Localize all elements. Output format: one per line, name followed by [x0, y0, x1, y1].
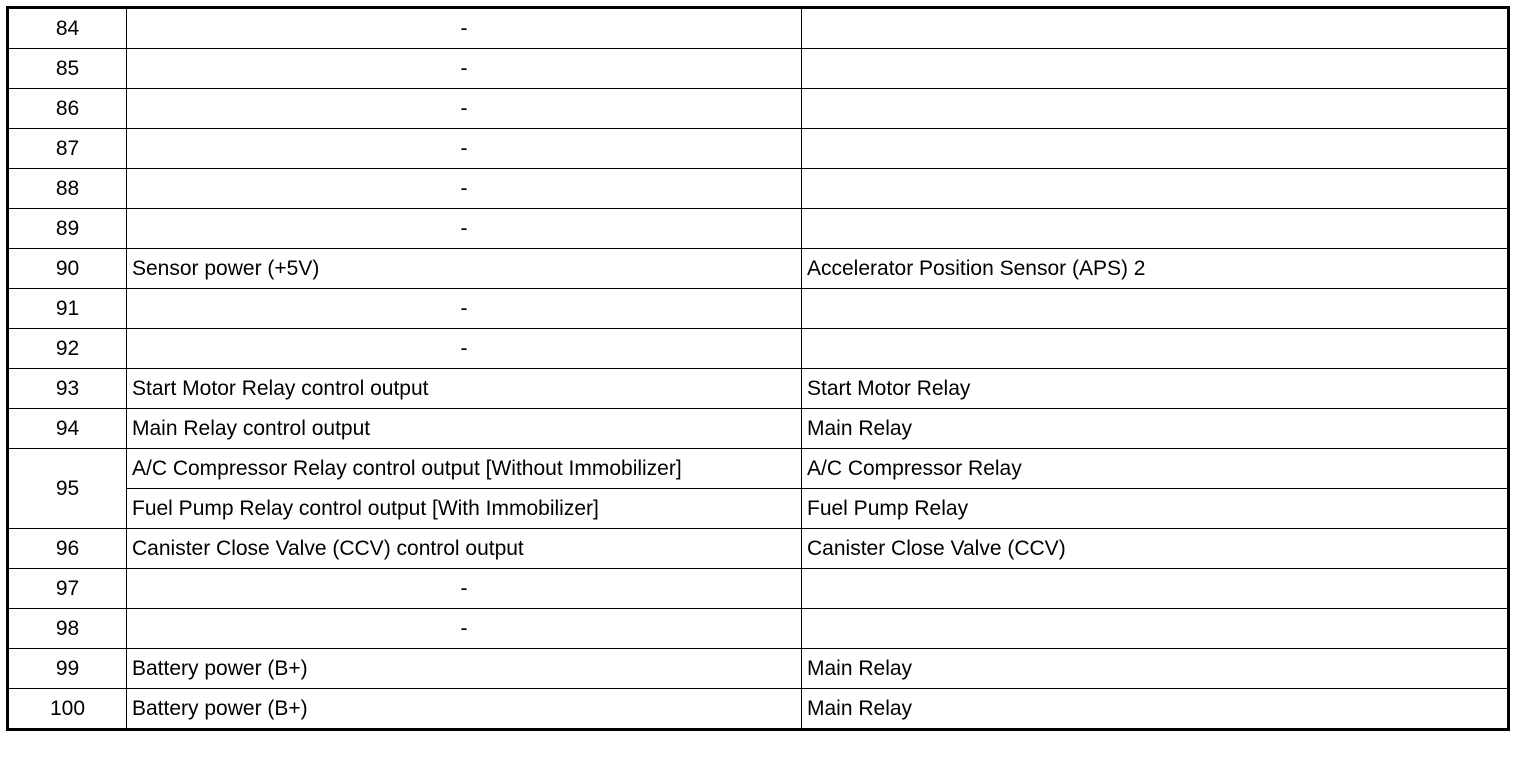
table-row: [8, 529, 1509, 569]
pin-number-cell: 100: [8, 689, 127, 730]
description-cell: -: [127, 129, 802, 169]
table-row: [8, 649, 1509, 689]
connected-to-cell: Main Relay: [802, 649, 1509, 689]
table-row: [8, 329, 1509, 369]
description-cell: -: [127, 49, 802, 89]
description-cell: -: [127, 209, 802, 249]
description-cell: Battery power (B+): [127, 649, 802, 689]
table-row: [8, 49, 1509, 89]
table-body: [8, 8, 1509, 730]
connected-to-cell: Main Relay: [802, 689, 1509, 730]
description-cell: A/C Compressor Relay control output [Without Immobilizer]: [127, 449, 802, 489]
description-cell: -: [127, 89, 802, 129]
table-row: [8, 8, 1509, 49]
pin-number-cell: 90: [8, 249, 127, 289]
connected-to-cell: [802, 289, 1509, 329]
table-row: [8, 369, 1509, 409]
pin-number-cell: 95: [8, 449, 127, 529]
pin-number-cell: 99: [8, 649, 127, 689]
connected-to-cell: Canister Close Valve (CCV): [802, 529, 1509, 569]
connected-to-cell: [802, 89, 1509, 129]
table-row: [8, 489, 1509, 529]
pin-number-cell: 88: [8, 169, 127, 209]
pin-number-cell: 91: [8, 289, 127, 329]
pin-description-table: [6, 6, 1510, 731]
pin-number-cell: 92: [8, 329, 127, 369]
description-cell: -: [127, 609, 802, 649]
description-cell: -: [127, 169, 802, 209]
connected-to-cell: [802, 609, 1509, 649]
pin-number-cell: 97: [8, 569, 127, 609]
description-cell: -: [127, 569, 802, 609]
connected-to-cell: Main Relay: [802, 409, 1509, 449]
table-row: [8, 249, 1509, 289]
table-row: [8, 89, 1509, 129]
table-row: [8, 129, 1509, 169]
pin-number-cell: 98: [8, 609, 127, 649]
description-cell: -: [127, 8, 802, 49]
description-cell: Fuel Pump Relay control output [With Immobilizer]: [127, 489, 802, 529]
table-row: [8, 609, 1509, 649]
connected-to-cell: [802, 169, 1509, 209]
pin-number-cell: 84: [8, 8, 127, 49]
connected-to-cell: [802, 569, 1509, 609]
connected-to-cell: Fuel Pump Relay: [802, 489, 1509, 529]
connected-to-cell: [802, 329, 1509, 369]
description-cell: -: [127, 289, 802, 329]
connected-to-cell: Accelerator Position Sensor (APS) 2: [802, 249, 1509, 289]
pin-number-cell: 89: [8, 209, 127, 249]
description-cell: -: [127, 329, 802, 369]
table-row: [8, 209, 1509, 249]
table-row: [8, 409, 1509, 449]
pin-number-cell: 85: [8, 49, 127, 89]
description-cell: Main Relay control output: [127, 409, 802, 449]
pin-number-cell: 86: [8, 89, 127, 129]
table-row: [8, 169, 1509, 209]
table-row: [8, 689, 1509, 730]
table-row: [8, 449, 1509, 489]
table-row: [8, 289, 1509, 329]
connected-to-cell: [802, 129, 1509, 169]
pin-number-cell: 96: [8, 529, 127, 569]
connected-to-cell: Start Motor Relay: [802, 369, 1509, 409]
description-cell: Sensor power (+5V): [127, 249, 802, 289]
connected-to-cell: A/C Compressor Relay: [802, 449, 1509, 489]
description-cell: Start Motor Relay control output: [127, 369, 802, 409]
connected-to-cell: [802, 209, 1509, 249]
pin-number-cell: 87: [8, 129, 127, 169]
pin-number-cell: 93: [8, 369, 127, 409]
description-cell: Canister Close Valve (CCV) control output: [127, 529, 802, 569]
table-row: [8, 569, 1509, 609]
description-cell: Battery power (B+): [127, 689, 802, 730]
connected-to-cell: [802, 8, 1509, 49]
pin-number-cell: 94: [8, 409, 127, 449]
connected-to-cell: [802, 49, 1509, 89]
